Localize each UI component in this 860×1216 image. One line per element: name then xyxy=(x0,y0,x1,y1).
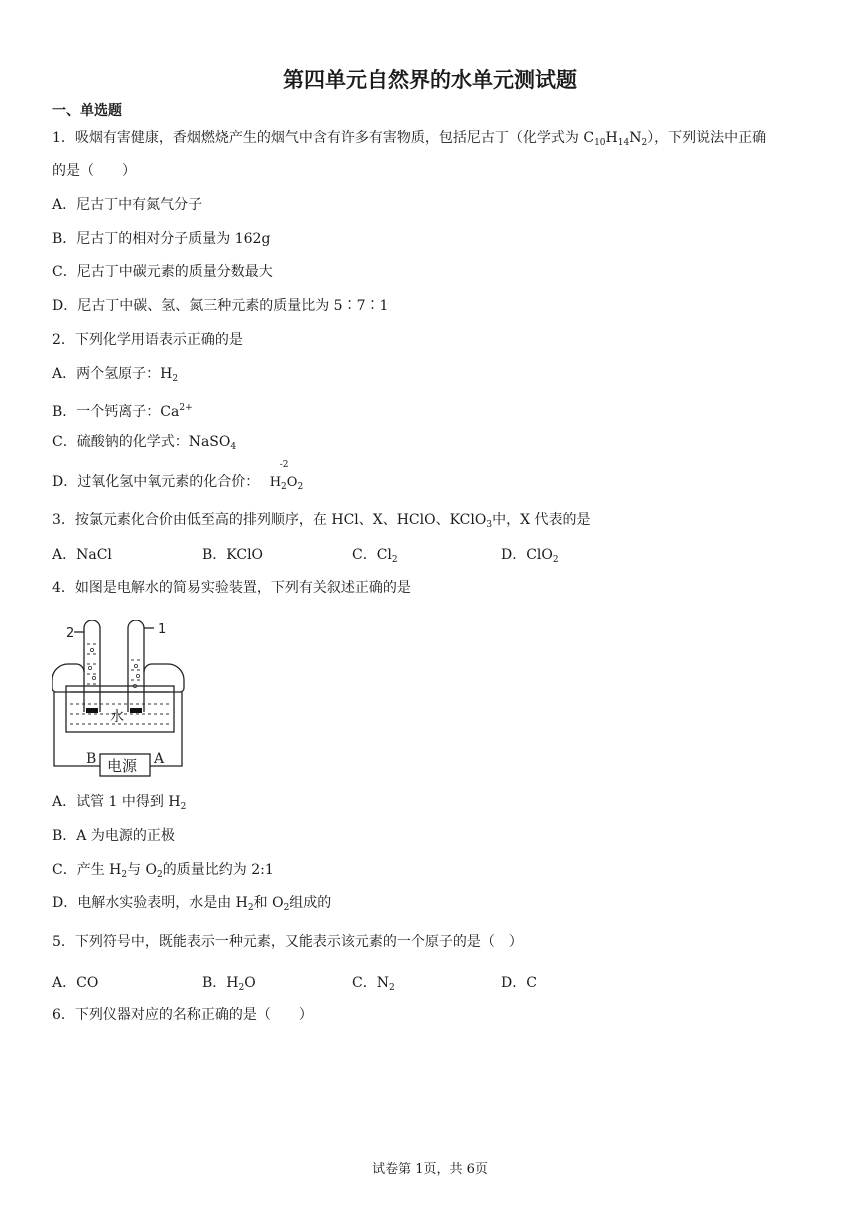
question-6-stem: 6．下列仪器对应的名称正确的是（ ） xyxy=(52,1007,313,1023)
question-5-option-c: C．$N_2$ xyxy=(352,975,395,993)
electrolysis-diagram xyxy=(52,620,186,780)
question-5-option-a: A．CO xyxy=(52,975,99,991)
question-4-option-d: D．电解水实验表明，水是由 $H_2$和 $O_2$组成的 xyxy=(52,895,332,913)
question-2-option-a: A．两个氢原子：$H_2$ xyxy=(52,366,179,384)
label-b: B xyxy=(86,751,97,767)
question-1-stem-cont: 的是（ ） xyxy=(52,163,136,179)
question-2-option-c: C．硫酸钠的化学式：NaSO$_4$ xyxy=(52,434,237,452)
label-a: A xyxy=(154,751,165,767)
valence-mark: -2 xyxy=(279,460,289,470)
question-3-option-c: C．$Cl_2$ xyxy=(352,547,398,565)
question-1-option-a: A．尼古丁中有氮气分子 xyxy=(52,197,203,213)
page-footer: 试卷第 1页，共 6页 xyxy=(372,1162,488,1177)
question-4-option-b: B．A 为电源的正极 xyxy=(52,828,175,844)
question-2-option-d: D．过氧化氢中氧元素的化合价： $H_2$ -2 $O_2$ xyxy=(52,472,303,497)
question-3-option-a: A．NaCl xyxy=(52,547,112,563)
label-water: 水 xyxy=(110,709,124,725)
question-1-option-b: B．尼古丁的相对分子质量为 162g xyxy=(52,231,271,247)
question-1-stem: 1．吸烟有害健康，香烟燃烧产生的烟气中含有许多有害物质，包括尼古丁（化学式为 $C_{10}H_{14}N_2$），下列说法中正确 xyxy=(52,130,767,148)
question-5-option-d: D．C xyxy=(501,975,537,991)
question-4-stem: 4．如图是电解水的简易实验装置，下列有关叙述正确的是 xyxy=(52,580,411,596)
electrolysis-apparatus-drawing xyxy=(52,620,186,780)
question-2-option-b: B．一个钙离子：$Ca^{2+}$ xyxy=(52,403,193,420)
question-5-stem: 5．下列符号中，既能表示一种元素，又能表示该元素的一个原子的是（ ） xyxy=(52,934,523,950)
question-2-stem: 2．下列化学用语表示正确的是 xyxy=(52,332,243,348)
question-1-option-c: C．尼古丁中碳元素的质量分数最大 xyxy=(52,264,273,280)
question-5-option-b: B．$H_2O$ xyxy=(202,975,256,993)
section-heading: 一、单选题 xyxy=(52,103,122,119)
label-tube-1: 1 xyxy=(158,622,167,637)
question-1-option-d: D．尼古丁中碳、氢、氮三种元素的质量比为 5∶7∶1 xyxy=(52,298,389,314)
question-4-option-a: A．试管 1 中得到 $H_2$ xyxy=(52,794,187,812)
question-3-option-d: D．ClO$_2$ xyxy=(501,547,559,565)
page-title: 第四单元自然界的水单元测试题 xyxy=(283,68,577,92)
label-tube-2: 2 xyxy=(66,626,75,641)
label-power: 电源 xyxy=(107,757,138,775)
question-4-option-c: C．产生 $H_2$与 $O_2$的质量比约为 2:1 xyxy=(52,862,274,880)
question-3-stem: 3．按氯元素化合价由低至高的排列顺序，在 HCl、X、HClO、KClO$_3$中，X 代表的是 xyxy=(52,512,591,530)
question-3-option-b: B．KClO xyxy=(202,547,264,563)
valence-formula: $H_2$ -2 $O_2$ xyxy=(269,460,304,492)
